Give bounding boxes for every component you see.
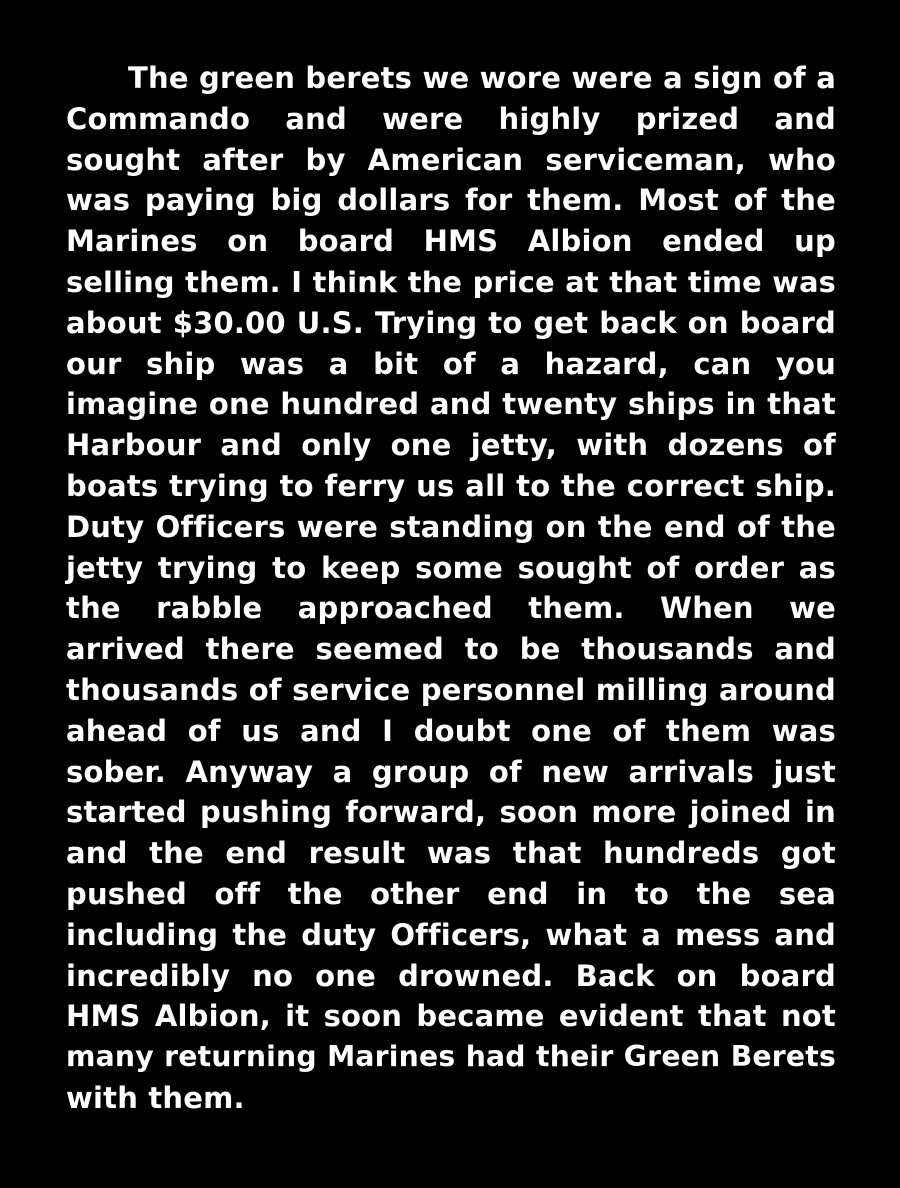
text-line-7: about $30.00 U.S. Trying to get back on board (66, 305, 836, 340)
text-line-25: many returning Marines had their Green Berets (66, 1040, 836, 1074)
text-line-21: pushed off the other end in to the sea (66, 876, 836, 911)
text-line-20: and the end result was that hundreds got (66, 836, 836, 871)
text-line-10: Harbour and only one jetty, with dozens of (66, 428, 836, 463)
text-line-22: including the duty Officers, what a mess and (66, 917, 836, 952)
text-line-4: was paying big dollars for them. Most of the (66, 183, 836, 218)
text-line-15: arrived there seemed to be thousands and (66, 632, 836, 667)
text-line-12: Duty Officers were standing on the end of the (66, 509, 836, 544)
text-line-9: imagine one hundred and twenty ships in that (66, 387, 836, 422)
text-line-2: Commando and were highly prized and (66, 101, 836, 136)
text-line-24: HMS Albion, it soon became evident that not (66, 999, 836, 1034)
text-line-3: sought after by American serviceman, who (66, 142, 836, 177)
text-line-19: started pushing forward, soon more joined in (66, 795, 836, 830)
text-line-16: thousands of service personnel milling around (66, 672, 836, 707)
text-line-23: incredibly no one drowned. Back on board (66, 958, 836, 993)
body-paragraph (66, 58, 836, 1119)
text-line-17: ahead of us and I doubt one of them was (66, 713, 836, 748)
text-line-5: Marines on board HMS Albion ended up (66, 224, 836, 259)
text-line-1: The green berets we wore were a sign of a (128, 61, 836, 95)
text-line-6: selling them. I think the price at that time was (66, 264, 836, 299)
text-line-13: jetty trying to keep some sought of order as (66, 550, 836, 585)
text-line-14: the rabble approached them. When we (66, 591, 836, 626)
text-line-18: sober. Anyway a group of new arrivals just (66, 754, 836, 789)
text-line-11: boats trying to ferry us all to the correct ship. (66, 468, 836, 503)
text-line-8: our ship was a bit of a hazard, can you (66, 346, 836, 381)
text-line-26: with them. (66, 1080, 245, 1115)
